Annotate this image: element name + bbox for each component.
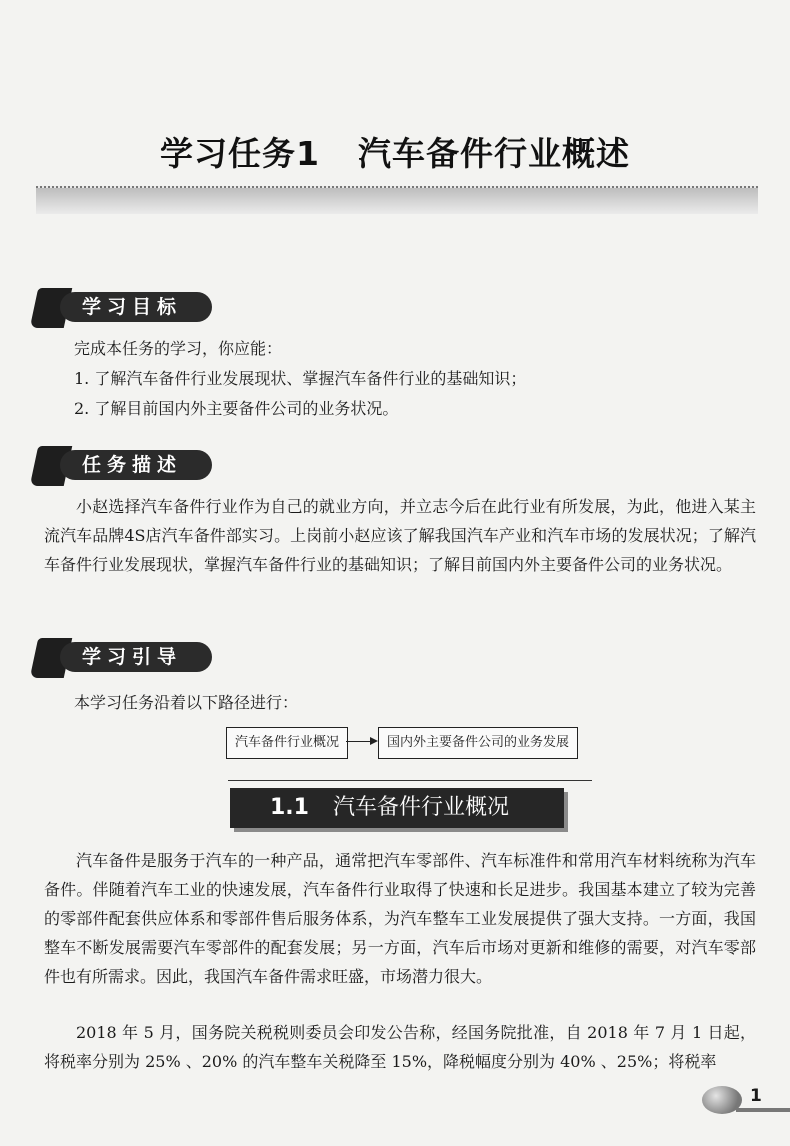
- task-title-number: 学习任务1: [160, 134, 320, 173]
- description-text: 小赵选择汽车备件行业作为自己的就业方向，并立志今后在此行业有所发展，为此，他进入某主流汽车品牌4S店汽车备件部实习。上岗前小赵应该了解我国汽车产业和汽车市场的发展状况；了解汽车备件行业发展现状，掌握汽车备件行业的基础知识；了解目前国内外主要备件公司的业务状况。: [44, 497, 756, 574]
- objectives-badge: [34, 282, 212, 326]
- task-title-text: 汽车备件行业概述: [357, 134, 630, 173]
- guide-intro: 本学习任务沿着以下路径进行：: [74, 693, 299, 712]
- title-band: [36, 186, 758, 214]
- objectives-intro: 完成本任务的学习，你应能：: [74, 339, 283, 358]
- body-paragraph-2: 2018 年 5 月，国务院关税税则委员会印发公告称，经国务院批准，自 2018 年 7 月 1 日起，将税率分别为 25% 、20% 的汽车整车关税降至 15%，降税幅度分别为 40% 、25%；将税率: [44, 1023, 756, 1071]
- objective-item-2: 2. 了解目前国内外主要备件公司的业务状况。: [74, 399, 399, 418]
- flow-arrow-head: [370, 737, 378, 745]
- objectives-badge-label: 学习目标: [60, 292, 212, 322]
- page-ornament-bar: [736, 1108, 790, 1112]
- guide-badge-label: 学习引导: [60, 642, 212, 672]
- section-title: 汽车备件行业概况: [332, 795, 509, 820]
- guide-badge: [34, 632, 212, 676]
- description-badge: [34, 440, 212, 484]
- objective-item-1: 1. 了解汽车备件行业发展现状、掌握汽车备件行业的基础知识；: [74, 369, 527, 388]
- task-title: [0, 128, 790, 175]
- body-paragraph-1: 汽车备件是服务于汽车的一种产品，通常把汽车零部件、汽车标准件和常用汽车材料统称为汽车备件。伴随着汽车工业的快速发展，汽车备件行业取得了快速和长足进步。我国基本建立了较为完善的零部件配套供应体系和零部件售后服务体系，为汽车整车工业发展提供了强大支持。一方面，我国整车不断发展需要汽车零部件的配套发展；另一方面，汽车后市场对更新和维修的需要，对汽车零部件也有所需求。因此，我国汽车备件需求旺盛，市场潜力很大。: [44, 851, 756, 986]
- section-heading: [230, 788, 564, 828]
- page-number: 1: [750, 1086, 762, 1106]
- flow-step-1: 汽车备件行业概况: [226, 727, 348, 759]
- description-badge-label: 任务描述: [60, 450, 212, 480]
- section-rule: [228, 780, 592, 781]
- section-number: 1.1: [270, 795, 309, 820]
- flow-step-2: 国内外主要备件公司的业务发展: [378, 727, 578, 759]
